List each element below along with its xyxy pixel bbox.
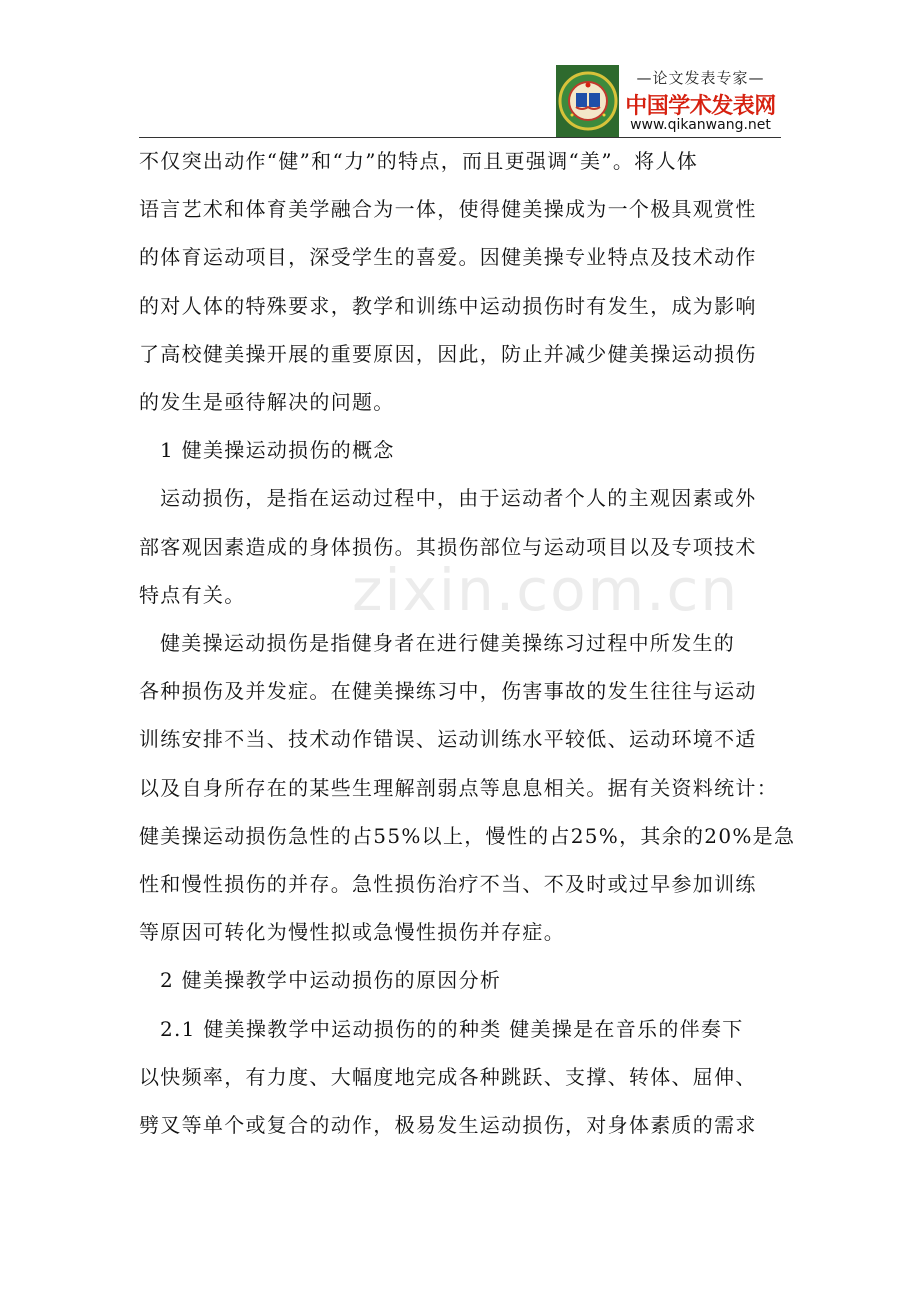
- text-line: 特点有关。: [139, 582, 246, 607]
- text-line: 2.1 健美操教学中运动损伤的的种类 健美操是在音乐的伴奏下: [160, 1016, 744, 1041]
- text-line: 以快频率，有力度、大幅度地完成各种跳跃、支撑、转体、屈伸、: [139, 1064, 757, 1089]
- seal-emblem-icon: [556, 65, 619, 137]
- logo-tagline: —论文发表专家—: [636, 69, 765, 87]
- text-line: 性和慢性损伤的并存。急性损伤治疗不当、不及时或过早参加训练: [139, 872, 757, 896]
- text-line: 2 健美操教学中运动损伤的原因分析: [160, 968, 502, 993]
- text-line: 等原因可转化为慢性拟或急慢性损伤并存症。: [139, 920, 565, 945]
- text-line: 劈叉等单个或复合的动作，极易发生运动损伤，对身体素质的需求: [139, 1113, 757, 1137]
- text-line: 了高校健美操开展的重要原因，因此，防止并减少健美操运动损伤: [139, 341, 757, 366]
- text-line: 不仅突出动作“健”和“力”的特点，而且更强调“美”。将人体: [139, 149, 699, 173]
- text-line: 以及自身所存在的某些生理解剖弱点等息息相关。据有关资料统计：: [139, 775, 778, 800]
- logo-url: www.qikanwang.net: [630, 117, 771, 133]
- text-line: 健美操运动损伤是指健身者在进行健美操练习过程中所发生的: [160, 631, 736, 655]
- logo-text: [619, 65, 780, 137]
- text-line: 1 健美操运动损伤的概念: [160, 438, 395, 463]
- text-line: 运动损伤，是指在运动过程中，由于运动者个人的主观因素或外: [160, 486, 757, 511]
- text-line: 各种损伤及并发症。在健美操练习中，伤害事故的发生往往与运动: [139, 679, 757, 704]
- text-line: 训练安排不当、技术动作错误、运动训练水平较低、运动环境不适: [139, 727, 757, 752]
- text-line: 的体育运动项目，深受学生的喜爱。因健美操专业特点及技术动作: [139, 245, 757, 270]
- text-line: 的发生是亟待解决的问题。: [139, 390, 395, 414]
- header-rule: [139, 137, 781, 138]
- text-line: 健美操运动损伤急性的占55%以上，慢性的占25%，其余的20%是急: [139, 823, 796, 848]
- watermark: zixin.com.cn: [352, 556, 740, 624]
- text-line: 的对人体的特殊要求，教学和训练中运动损伤时有发生，成为影响: [139, 293, 757, 318]
- text-line: 语言艺术和体育美学融合为一体，使得健美操成为一个极具观赏性: [139, 197, 757, 222]
- text-line: 部客观因素造成的身体损伤。其损伤部位与运动项目以及专项技术: [139, 534, 757, 559]
- logo: [556, 65, 780, 137]
- logo-brand: 中国学术发表网: [625, 94, 776, 119]
